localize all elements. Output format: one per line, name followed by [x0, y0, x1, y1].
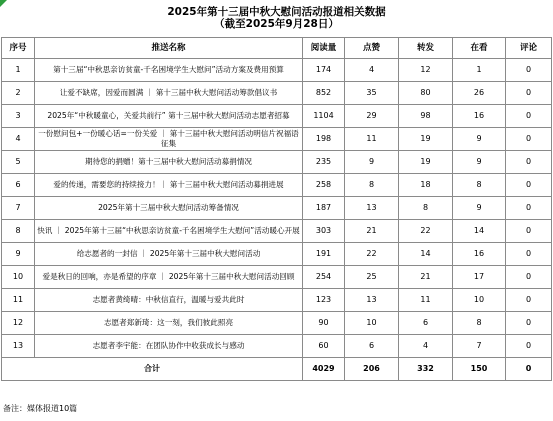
cell-name[interactable]: 第十三届“中秋思亲访贫童-千名困境学生大慰问”活动方案及费用预算	[35, 59, 303, 82]
cell-no[interactable]: 8	[2, 220, 35, 243]
cell-comments[interactable]: 0	[506, 266, 552, 289]
table-row	[2, 197, 552, 220]
cell-shares[interactable]: 18	[399, 174, 453, 197]
cell-no[interactable]: 4	[2, 128, 35, 151]
table-row	[2, 243, 552, 266]
cell-no[interactable]: 9	[2, 243, 35, 266]
table-row	[2, 174, 552, 197]
table-row	[2, 335, 552, 358]
cell-shares[interactable]: 80	[399, 82, 453, 105]
cell-name[interactable]: 爱的传递，需要您的持续接力！｜ 第十三届中秋大慰问活动募捐进展	[35, 174, 303, 197]
cell-comments[interactable]: 0	[506, 243, 552, 266]
cell-name[interactable]: 让爱不缺席，因爱而圆满 ｜ 第十三届中秋大慰问活动筹款倡议书	[35, 82, 303, 105]
title-line-2: （截至2025年9月28日）	[214, 18, 339, 30]
cell-watching[interactable]: 1	[453, 59, 506, 82]
cell-likes[interactable]: 29	[345, 105, 399, 128]
cell-watching[interactable]: 16	[453, 105, 506, 128]
table-row	[2, 105, 552, 128]
table-row	[2, 220, 552, 243]
cell-shares[interactable]: 6	[399, 312, 453, 335]
cell-likes[interactable]: 22	[345, 243, 399, 266]
cell-no[interactable]: 3	[2, 105, 35, 128]
cell-comments[interactable]: 0	[506, 197, 552, 220]
report-title	[0, 6, 553, 30]
cell-no[interactable]: 1	[2, 59, 35, 82]
cell-watching[interactable]: 9	[453, 197, 506, 220]
cell-watching[interactable]: 26	[453, 82, 506, 105]
cell-likes[interactable]: 9	[345, 151, 399, 174]
header-row	[2, 38, 552, 59]
cell-likes[interactable]: 10	[345, 312, 399, 335]
cell-reads[interactable]: 191	[303, 243, 345, 266]
total-likes[interactable]: 206	[345, 358, 399, 381]
cell-reads[interactable]: 254	[303, 266, 345, 289]
cell-name[interactable]: 给志愿者的一封信 ｜ 2025年第十三届中秋大慰问活动	[35, 243, 303, 266]
stats-table	[1, 37, 552, 381]
cell-comments[interactable]: 0	[506, 289, 552, 312]
cell-shares[interactable]: 14	[399, 243, 453, 266]
cell-name[interactable]: 2025年第十三届中秋大慰问活动筹备情况	[35, 197, 303, 220]
cell-comments[interactable]: 0	[506, 128, 552, 151]
col-header-comments[interactable]: 评论	[506, 38, 552, 59]
cell-comments[interactable]: 0	[506, 335, 552, 358]
col-header-no[interactable]: 序号	[2, 38, 35, 59]
table-row	[2, 151, 552, 174]
cell-watching[interactable]: 10	[453, 289, 506, 312]
cell-likes[interactable]: 13	[345, 197, 399, 220]
cell-no[interactable]: 12	[2, 312, 35, 335]
col-header-name[interactable]: 推送名称	[35, 38, 303, 59]
cell-watching[interactable]: 17	[453, 266, 506, 289]
cell-shares[interactable]: 19	[399, 151, 453, 174]
cell-watching[interactable]: 9	[453, 151, 506, 174]
cell-watching[interactable]: 7	[453, 335, 506, 358]
table-row	[2, 289, 552, 312]
cell-name[interactable]: 爱是秋日的回响，亦是希望的序章 ｜ 2025年第十三届中秋大慰问活动回顾	[35, 266, 303, 289]
cell-comments[interactable]: 0	[506, 151, 552, 174]
cell-name[interactable]: 快讯 ｜ 2025年第十三届“中秋思亲访贫童-千名困境学生大慰问”活动暖心开展	[35, 220, 303, 243]
cell-no[interactable]: 10	[2, 266, 35, 289]
table-row	[2, 82, 552, 105]
cell-likes[interactable]: 6	[345, 335, 399, 358]
cell-no[interactable]: 7	[2, 197, 35, 220]
cell-watching[interactable]: 8	[453, 312, 506, 335]
cell-watching[interactable]: 16	[453, 243, 506, 266]
cell-no[interactable]: 13	[2, 335, 35, 358]
cell-reads[interactable]: 60	[303, 335, 345, 358]
cell-watching[interactable]: 8	[453, 174, 506, 197]
title-line-1: 2025年第十三届中秋大慰问活动报道相关数据	[167, 6, 386, 18]
cell-reads[interactable]: 852	[303, 82, 345, 105]
cell-reads[interactable]: 235	[303, 151, 345, 174]
cell-comments[interactable]: 0	[506, 312, 552, 335]
col-header-watching[interactable]: 在看	[453, 38, 506, 59]
cell-shares[interactable]: 19	[399, 128, 453, 151]
cell-name[interactable]: 志愿者黄绮晴：中秋信直行，温暖与爱共此时	[35, 289, 303, 312]
total-shares[interactable]: 332	[399, 358, 453, 381]
total-watching[interactable]: 150	[453, 358, 506, 381]
cell-likes[interactable]: 8	[345, 174, 399, 197]
table-row	[2, 59, 552, 82]
cell-shares[interactable]: 4	[399, 335, 453, 358]
footnote: 备注：媒体报道10篇	[3, 404, 78, 413]
cell-name[interactable]: 志愿者李宇能：在团队协作中收获成长与感动	[35, 335, 303, 358]
cell-shares[interactable]: 98	[399, 105, 453, 128]
cell-reads[interactable]: 187	[303, 197, 345, 220]
cell-reads[interactable]: 198	[303, 128, 345, 151]
col-header-shares[interactable]: 转发	[399, 38, 453, 59]
table-row	[2, 266, 552, 289]
cell-comments[interactable]: 0	[506, 59, 552, 82]
cell-shares[interactable]: 21	[399, 266, 453, 289]
cell-comments[interactable]: 0	[506, 82, 552, 105]
cell-reads[interactable]: 90	[303, 312, 345, 335]
cell-reads[interactable]: 258	[303, 174, 345, 197]
cell-comments[interactable]: 0	[506, 174, 552, 197]
cell-likes[interactable]: 4	[345, 59, 399, 82]
cell-name[interactable]: 一份慰问包+一份暖心话=一份关爱 ｜ 第十三届中秋大慰问活动明信片祝福语征集	[35, 128, 303, 151]
cell-no[interactable]: 11	[2, 289, 35, 312]
total-label[interactable]: 合计	[2, 358, 303, 381]
total-comments[interactable]: 0	[506, 358, 552, 381]
cell-shares[interactable]: 22	[399, 220, 453, 243]
cell-reads[interactable]: 303	[303, 220, 345, 243]
cell-comments[interactable]: 0	[506, 220, 552, 243]
cell-likes[interactable]: 11	[345, 128, 399, 151]
cell-reads[interactable]: 174	[303, 59, 345, 82]
cell-likes[interactable]: 21	[345, 220, 399, 243]
cell-watching[interactable]: 14	[453, 220, 506, 243]
cell-shares[interactable]: 12	[399, 59, 453, 82]
cell-watching[interactable]: 9	[453, 128, 506, 151]
cell-reads[interactable]: 123	[303, 289, 345, 312]
cell-name[interactable]: 志愿者郑新琦：这一刻，我们彼此照亮	[35, 312, 303, 335]
cell-name[interactable]: 期待您的捐赠！第十三届中秋大慰问活动募捐情况	[35, 151, 303, 174]
total-row	[2, 358, 552, 381]
cell-shares[interactable]: 8	[399, 197, 453, 220]
table-row	[2, 128, 552, 151]
cell-reads[interactable]: 1104	[303, 105, 345, 128]
cell-likes[interactable]: 13	[345, 289, 399, 312]
cell-comments[interactable]: 0	[506, 105, 552, 128]
col-header-likes[interactable]: 点赞	[345, 38, 399, 59]
table-row	[2, 312, 552, 335]
cell-shares[interactable]: 11	[399, 289, 453, 312]
cell-no[interactable]: 5	[2, 151, 35, 174]
cell-no[interactable]: 6	[2, 174, 35, 197]
cell-name[interactable]: 2025年“中秋暖童心，关爱共前行” 第十三届中秋大慰问活动志愿者招募	[35, 105, 303, 128]
col-header-reads[interactable]: 阅读量	[303, 38, 345, 59]
cell-likes[interactable]: 25	[345, 266, 399, 289]
cell-likes[interactable]: 35	[345, 82, 399, 105]
cell-no[interactable]: 2	[2, 82, 35, 105]
total-reads[interactable]: 4029	[303, 358, 345, 381]
